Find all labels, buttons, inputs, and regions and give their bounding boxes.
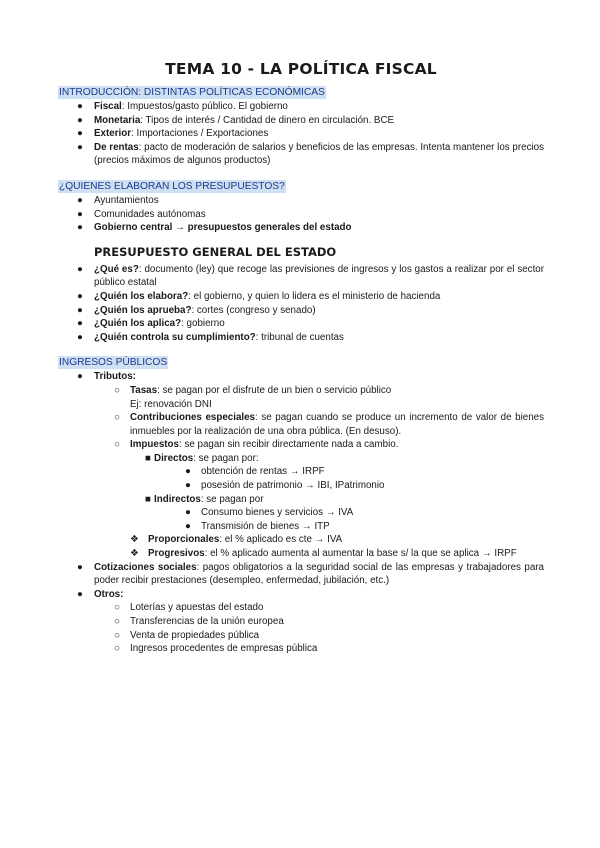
list-item: ● posesión de patrimonio → IBI, IPatrimonio [185, 480, 385, 492]
pge-list [58, 263, 544, 345]
list-item: ● Transmisión de bienes → ITP [185, 520, 330, 532]
list-item: ● ¿Quién los aprueba?: cortes (congreso y senado) [77, 304, 316, 316]
diamond-bullet-icon: ❖ [130, 548, 139, 560]
section-heading-ingresos: INGRESOS PÚBLICOS [59, 357, 168, 369]
otros-list [58, 601, 544, 655]
list-item: ○ Impuestos: se pagan sin recibir directamente nada a cambio. [114, 439, 399, 451]
bullet-icon: ● [77, 304, 83, 316]
list-item: ○ Venta de propiedades pública [114, 629, 260, 641]
list-item: ● Fiscal: Impuestos/gasto público. El gobierno [77, 101, 288, 112]
list-item: ○ Tasas: se pagan por el disfrute de un bien o servicio público Ej: renovación DNI [114, 384, 392, 410]
bullet-icon: ● [77, 263, 83, 275]
bullet-icon: ● [77, 128, 83, 140]
circle-bullet-icon: ○ [114, 629, 120, 641]
page-title: TEMA 10 - LA POLÍTICA FISCAL [165, 60, 437, 78]
bullet-icon: ● [185, 466, 191, 478]
bullet-icon: ● [77, 222, 83, 234]
list-item: ● Comunidades autónomas [77, 208, 206, 220]
indirectos-list [58, 506, 544, 533]
bullet-icon: ● [185, 507, 191, 519]
directos-list [58, 465, 544, 492]
bullet-icon: ● [77, 194, 83, 206]
presupuestos-list [58, 194, 544, 235]
bullet-icon: ● [77, 114, 83, 126]
bullet-icon: ● [77, 101, 83, 112]
circle-bullet-icon: ○ [114, 439, 120, 451]
bullet-icon: ● [77, 371, 83, 383]
bullet-icon: ● [77, 331, 83, 343]
bullet-icon: ● [77, 588, 83, 600]
diamond-bullet-icon: ❖ [130, 534, 139, 546]
circle-bullet-icon: ○ [114, 643, 120, 655]
bullet-icon: ● [77, 318, 83, 330]
bullet-icon: ● [77, 141, 83, 153]
list-item: ● Monetaria: Tipos de interés / Cantidad de dinero en circulación. BCE [77, 114, 395, 126]
document-page [58, 60, 544, 656]
subheading-pge: PRESUPUESTO GENERAL DEL ESTADO [94, 244, 337, 259]
ingresos-list-2 [58, 561, 544, 602]
list-item: ● De rentas: pacto de moderación de salarios y beneficios de las empresas. Intenta mantener los precios (precios máximos de algunos productos) [77, 141, 544, 167]
list-item: ● Gobierno central → presupuestos generales del estado [77, 222, 352, 234]
list-item-otros: ● Otros: [77, 588, 124, 600]
bullet-icon: ● [77, 561, 83, 573]
list-item: ● ¿Quién controla su cumplimiento?: tribunal de cuentas [77, 331, 344, 343]
bullet-icon: ● [77, 290, 83, 302]
impuestos-list-indirectos [58, 493, 544, 507]
circle-bullet-icon: ○ [114, 384, 120, 396]
ingresos-list [58, 370, 544, 384]
circle-bullet-icon: ○ [114, 412, 120, 424]
circle-bullet-icon: ○ [114, 602, 120, 614]
list-item: ● ¿Qué es?: documento (ley) que recoge las previsiones de ingresos y los gastos a realizar por el sector público estatal [77, 263, 544, 289]
list-item: ● Consumo bienes y servicios → IVA [185, 507, 354, 519]
list-item: ❖ Progresivos: el % aplicado aumenta al aumentar la base s/ la que se aplica → IRPF [130, 548, 517, 560]
intro-list [58, 100, 544, 168]
list-item: ● Exterior: Importaciones / Exportaciones [77, 128, 269, 140]
list-item: ● Ayuntamientos [77, 194, 159, 206]
list-item: ● Cotizaciones sociales: pagos obligatorios a la seguridad social de las empresas y trabajadores para poder recibir prestaciones (desempleo, enfermedad, jubilación, etc.) [77, 561, 544, 587]
bullet-icon: ● [185, 520, 191, 532]
section-heading-intro: INTRODUCCIÓN: DISTINTAS POLÍTICAS ECONÓMICAS [59, 87, 325, 98]
list-item: ○ Ingresos procedentes de empresas pública [114, 643, 318, 655]
list-item: ● ¿Quién los aplica?: gobierno [77, 318, 225, 330]
list-item: ○ Loterías y apuestas del estado [114, 602, 264, 614]
tributos-list [58, 384, 544, 452]
list-item: ● obtención de rentas → IRPF [185, 466, 325, 478]
circle-bullet-icon: ○ [114, 616, 120, 627]
list-item-tributos: ● Tributos: [77, 371, 136, 383]
list-item: ● ¿Quién los elabora?: el gobierno, y quien lo lidera es el ministerio de hacienda [77, 290, 441, 302]
list-item: ■ Indirectos: se pagan por [145, 493, 264, 505]
bullet-icon: ● [185, 480, 191, 492]
list-item: ■ Directos: se pagan por: [145, 452, 259, 464]
square-bullet-icon: ■ [145, 493, 151, 505]
square-bullet-icon: ■ [145, 452, 151, 464]
list-item: ○ Contribuciones especiales: se pagan cuando se produce un incremento de valor de bienes inmuebles por la realización de una obra pública. (En desuso). [114, 412, 545, 437]
list-item: ❖ Proporcionales: el % aplicado es cte → IVA [130, 534, 343, 546]
impuestos-list [58, 452, 544, 466]
section-heading-presupuestos: ¿QUIENES ELABORAN LOS PRESUPUESTOS? [59, 180, 285, 192]
tipos-impuesto-list [58, 533, 544, 560]
bullet-icon: ● [77, 208, 83, 220]
list-item: ○ Transferencias de la unión europea [114, 616, 284, 627]
